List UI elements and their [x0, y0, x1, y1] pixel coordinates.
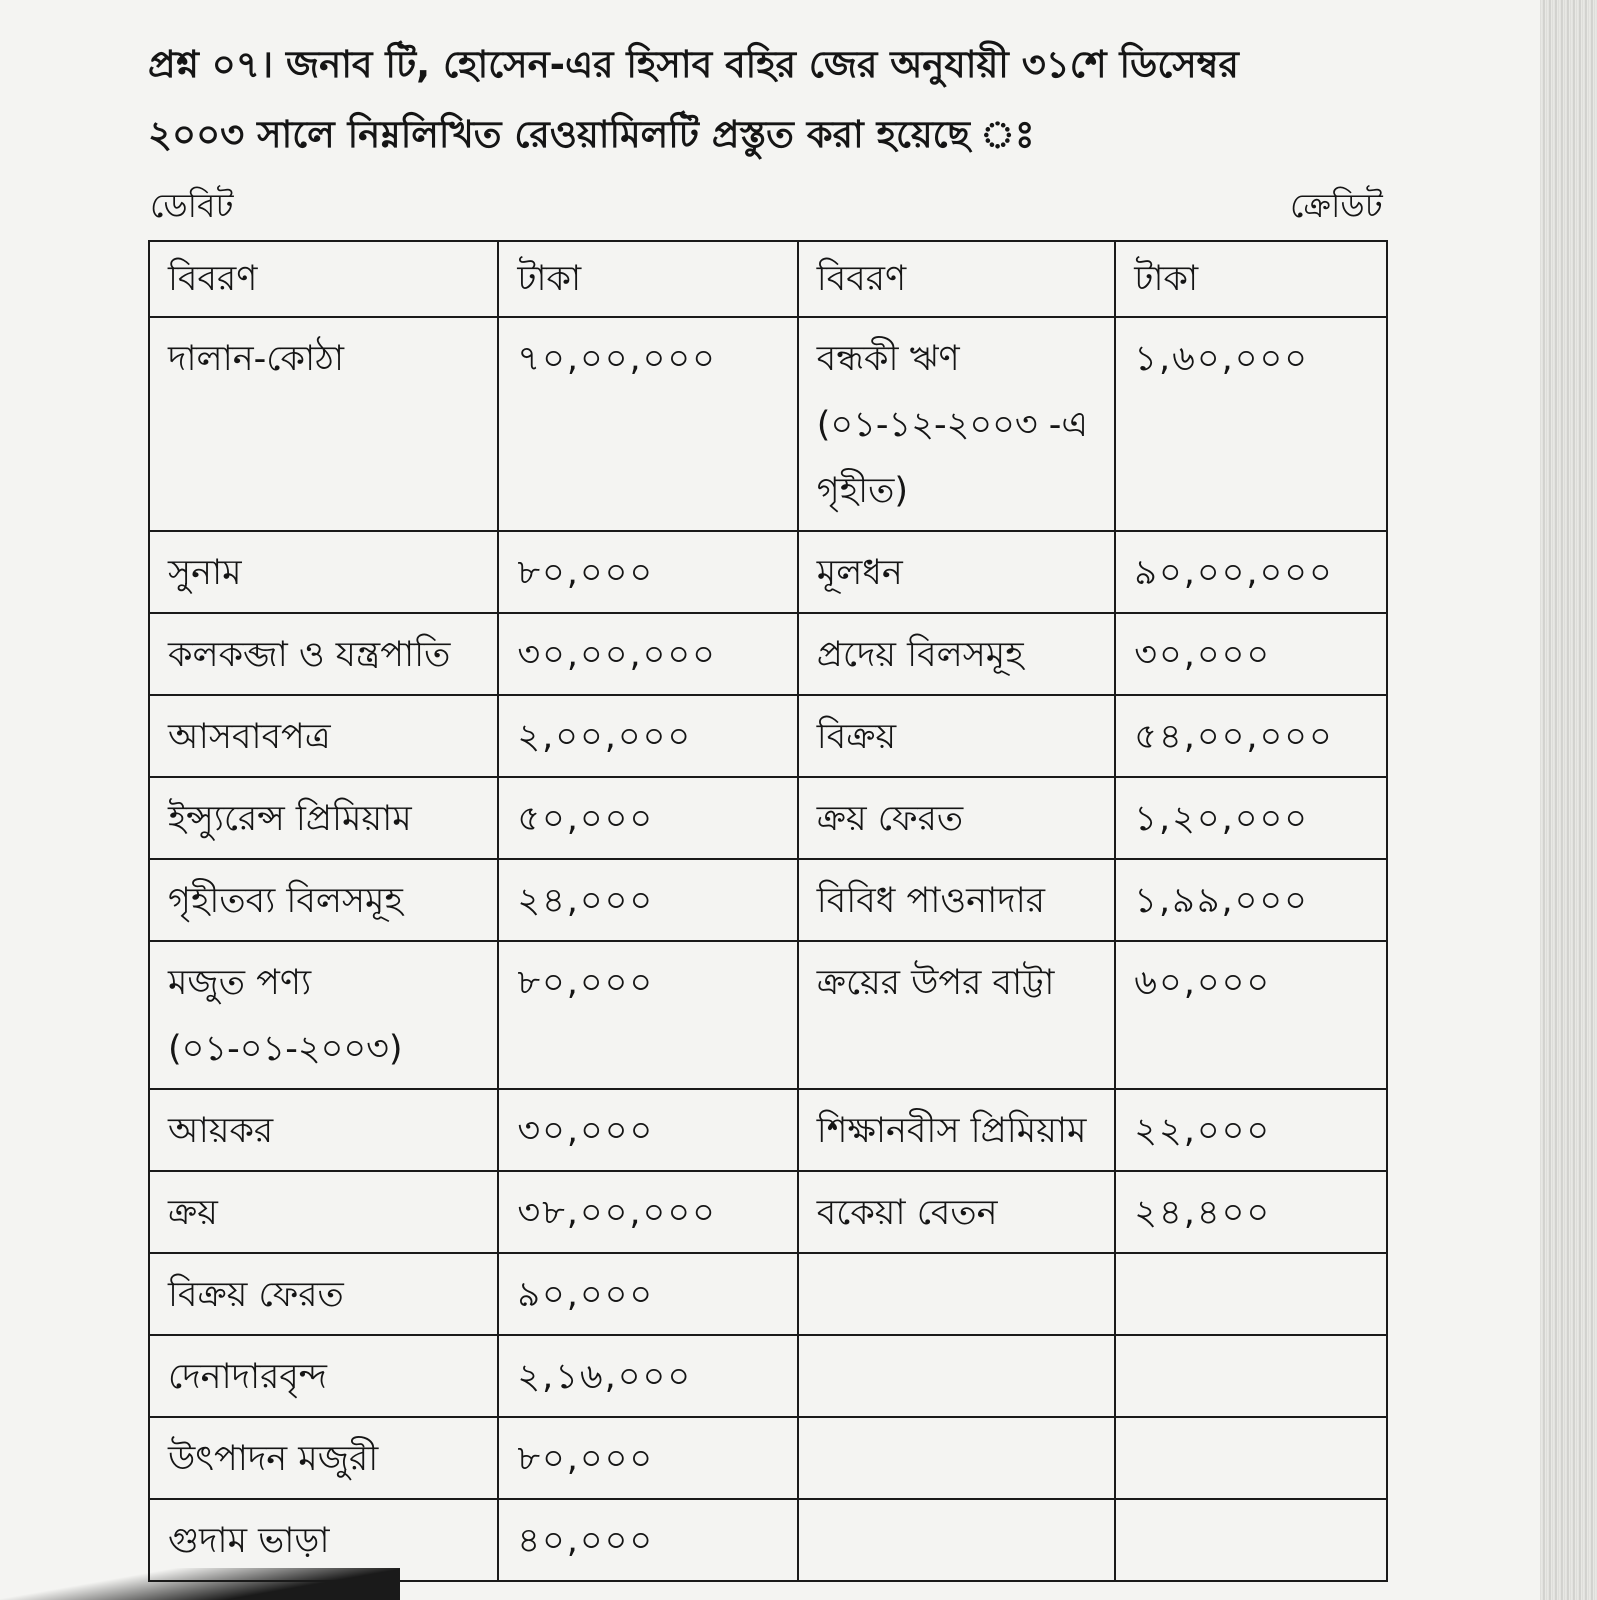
debit-amount: ২,০০,০০০	[498, 695, 797, 777]
credit-amount	[1115, 1499, 1387, 1581]
debit-amount: ৮০,০০০	[498, 1417, 797, 1499]
header-debit-description: বিবরণ	[149, 241, 498, 317]
credit-item	[798, 1335, 1115, 1417]
table-row	[149, 695, 1387, 777]
debit-item: ক্রয়	[149, 1171, 498, 1253]
credit-amount: ১,৯৯,০০০	[1115, 859, 1387, 941]
debit-amount: ৫০,০০০	[498, 777, 797, 859]
credit-item: বন্ধকী ঋণ (০১-১২-২০০৩ -এ গৃহীত)	[798, 317, 1115, 531]
table-row	[149, 1253, 1387, 1335]
credit-amount: ১,৬০,০০০	[1115, 317, 1387, 531]
trial-balance-table	[148, 240, 1388, 1582]
credit-item: শিক্ষানবীস প্রিমিয়াম	[798, 1089, 1115, 1171]
credit-amount	[1115, 1253, 1387, 1335]
credit-item	[798, 1499, 1115, 1581]
debit-amount: ৭০,০০,০০০	[498, 317, 797, 531]
debit-amount: ৪০,০০০	[498, 1499, 797, 1581]
debit-item: বিক্রয় ফেরত	[149, 1253, 498, 1335]
table-header-row	[149, 241, 1387, 317]
debit-item: মজুত পণ্য (০১-০১-২০০৩)	[149, 941, 498, 1089]
debit-amount: ৩০,০০০	[498, 1089, 797, 1171]
debit-amount: ৮০,০০০	[498, 941, 797, 1089]
credit-amount: ৫৪,০০,০০০	[1115, 695, 1387, 777]
table-row	[149, 1089, 1387, 1171]
credit-amount	[1115, 1417, 1387, 1499]
credit-amount: ১,২০,০০০	[1115, 777, 1387, 859]
credit-item: বকেয়া বেতন	[798, 1171, 1115, 1253]
credit-item: বিক্রয়	[798, 695, 1115, 777]
table-row	[149, 941, 1387, 1089]
page-edge-stack	[1540, 0, 1597, 1600]
table-row	[149, 1417, 1387, 1499]
credit-amount: ২২,০০০	[1115, 1089, 1387, 1171]
header-debit-amount: টাকা	[498, 241, 797, 317]
debit-amount: ৩৮,০০,০০০	[498, 1171, 797, 1253]
table-row	[149, 613, 1387, 695]
credit-amount: ৩০,০০০	[1115, 613, 1387, 695]
debit-item: সুনাম	[149, 531, 498, 613]
table-row	[149, 531, 1387, 613]
credit-amount: ২৪,৪০০	[1115, 1171, 1387, 1253]
credit-label: ক্রেডিট	[1290, 186, 1383, 225]
header-credit-description: বিবরণ	[798, 241, 1115, 317]
debit-amount: ৮০,০০০	[498, 531, 797, 613]
credit-amount	[1115, 1335, 1387, 1417]
debit-amount: ২,১৬,০০০	[498, 1335, 797, 1417]
credit-item: মূলধন	[798, 531, 1115, 613]
question-line-1: প্রশ্ন ০৭। জনাব টি, হোসেন-এর হিসাব বহির জের অনুযায়ী ৩১শে ডিসেম্বর	[148, 43, 1239, 86]
debit-item: আসবাবপত্র	[149, 695, 498, 777]
debit-amount: ৩০,০০,০০০	[498, 613, 797, 695]
question-line-2: ২০০৩ সালে নিম্নলিখিত রেওয়ামিলটি প্রস্তুত করা হয়েছে ঃ	[148, 113, 1035, 156]
credit-item: ক্রয়ের উপর বাট্টা	[798, 941, 1115, 1089]
debit-item: দালান-কোঠা	[149, 317, 498, 531]
credit-item: ক্রয় ফেরত	[798, 777, 1115, 859]
bottom-shadow	[0, 1568, 400, 1600]
credit-item: প্রদেয় বিলসমূহ	[798, 613, 1115, 695]
table-row	[149, 1171, 1387, 1253]
debit-amount: ৯০,০০০	[498, 1253, 797, 1335]
credit-item: বিবিধ পাওনাদার	[798, 859, 1115, 941]
table-row	[149, 859, 1387, 941]
debit-item: আয়কর	[149, 1089, 498, 1171]
header-credit-amount: টাকা	[1115, 241, 1387, 317]
table-row	[149, 1335, 1387, 1417]
debit-item: গুদাম ভাড়া	[149, 1499, 498, 1581]
credit-item	[798, 1253, 1115, 1335]
debit-label: ডেবিট	[150, 186, 234, 225]
question-text	[148, 30, 1408, 170]
debit-item: গৃহীতব্য বিলসমূহ	[149, 859, 498, 941]
debit-item: কলকব্জা ও যন্ত্রপাতি	[149, 613, 498, 695]
credit-amount: ৬০,০০০	[1115, 941, 1387, 1089]
credit-item	[798, 1417, 1115, 1499]
credit-amount: ৯০,০০,০০০	[1115, 531, 1387, 613]
debit-item: দেনাদারবৃন্দ	[149, 1335, 498, 1417]
debit-item: ইন্স্যুরেন্স প্রিমিয়াম	[149, 777, 498, 859]
debit-amount: ২৪,০০০	[498, 859, 797, 941]
table-row	[149, 317, 1387, 531]
table-row	[149, 777, 1387, 859]
debit-item: উৎপাদন মজুরী	[149, 1417, 498, 1499]
